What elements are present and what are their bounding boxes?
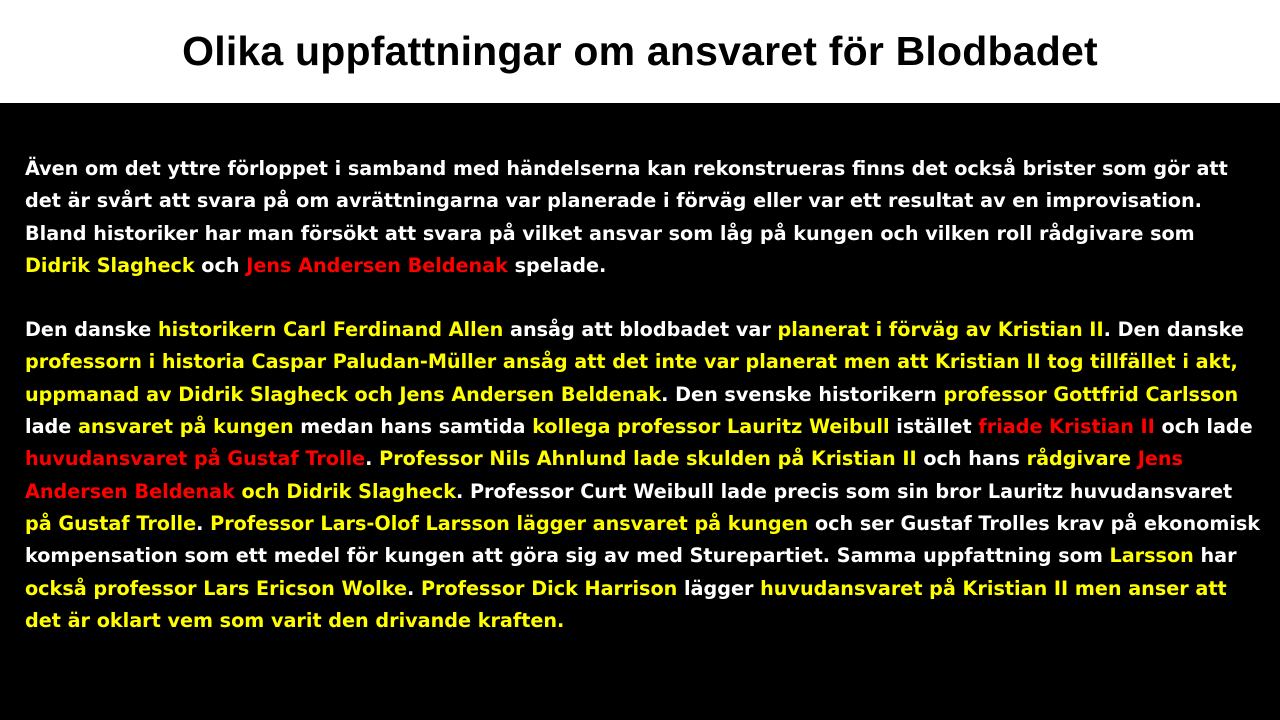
slide-body bbox=[25, 153, 1261, 637]
title-bar bbox=[0, 0, 1280, 103]
text-segment: . Den danske bbox=[1103, 318, 1244, 342]
text-segment: medan hans samtida bbox=[293, 415, 533, 439]
slide-title: Olika uppfattningar om ansvaret för Blodbadet bbox=[182, 28, 1098, 74]
highlighted-text-red: huvudansvaret på Gustaf Trolle bbox=[25, 447, 366, 471]
text-segment: . bbox=[196, 511, 211, 535]
highlighted-text-yellow: ansvaret på kungen bbox=[77, 415, 294, 439]
highlighted-text-yellow: huvudansvaret på Kristian II men anser att det är oklart vem som varit den drivande kraften. bbox=[25, 576, 1227, 632]
highlighted-text-yellow: professor Gottfrid Carlsson bbox=[943, 382, 1239, 406]
highlighted-text-yellow: också professor Lars Ericson Wolke bbox=[25, 576, 407, 600]
highlighted-text-yellow: professorn i historia Caspar Paludan-Müller ansåg att det inte var planerat men att Kristian II tog tillfället i akt, uppmanad av Didrik Slagheck och Jens Andersen Beldenak bbox=[25, 350, 1238, 406]
highlighted-text-yellow: Didrik Slagheck bbox=[25, 253, 195, 277]
text-segment: lägger bbox=[677, 576, 761, 600]
text-segment: . bbox=[365, 447, 380, 471]
highlighted-text-yellow: Professor Dick Harrison bbox=[420, 576, 678, 600]
text-segment: och ser Gustaf Trolles krav på ekonomisk kompensation som ett medel för kungen att göra sig av med Sturepartiet. Samma uppfattning som bbox=[25, 511, 1261, 568]
highlighted-text-yellow: planerat i förväg av Kristian II bbox=[777, 318, 1104, 342]
text-segment: ansåg att blodbadet var bbox=[503, 318, 778, 342]
text-segment: lade bbox=[25, 415, 78, 439]
highlighted-text-yellow: på Gustaf Trolle bbox=[25, 511, 197, 535]
highlighted-text-red: Jens Andersen Beldenak bbox=[25, 447, 1183, 503]
highlighted-text-yellow: och Didrik Slagheck bbox=[234, 479, 457, 503]
highlighted-text-red: friade Kristian II bbox=[978, 415, 1155, 439]
highlighted-text-yellow: Larsson bbox=[1109, 544, 1194, 568]
text-segment: istället bbox=[889, 415, 979, 439]
paragraph-intro bbox=[25, 153, 1261, 282]
highlighted-text-yellow: Professor Nils Ahnlund lade skulden på Kristian II bbox=[379, 447, 917, 471]
text-segment: och bbox=[194, 253, 247, 277]
highlighted-text-yellow: kollega professor Lauritz Weibull bbox=[532, 415, 890, 439]
text-segment: spelade. bbox=[507, 253, 607, 277]
paragraph-historians bbox=[25, 314, 1261, 637]
text-segment: har bbox=[1193, 544, 1237, 568]
text-segment: . bbox=[406, 576, 421, 600]
text-segment: och lade bbox=[1154, 415, 1253, 439]
text-segment: Den danske bbox=[25, 318, 158, 342]
highlighted-text-red: Jens Andersen Beldenak bbox=[246, 253, 508, 277]
text-segment: Även om det yttre förloppet i samband med händelserna kan rekonstrueras finns det också brister som gör att det är svårt att svara på om avrättningarna var planerade i förväg eller var ett resultat av en improvisation. Bland historiker har man försökt att svara på vilket ansvar som låg på kungen och vilken roll rådgivare som bbox=[25, 157, 1228, 245]
highlighted-text-yellow: Professor Lars-Olof Larsson lägger ansvaret på kungen bbox=[210, 511, 809, 535]
text-segment: . Professor Curt Weibull lade precis som sin bror Lauritz huvudansvaret bbox=[456, 479, 1233, 503]
text-segment: . Den svenske historikern bbox=[661, 382, 944, 406]
highlighted-text-yellow: rådgivare bbox=[1026, 447, 1138, 471]
highlighted-text-yellow: historikern Carl Ferdinand Allen bbox=[157, 318, 504, 342]
text-segment: och hans bbox=[916, 447, 1027, 471]
